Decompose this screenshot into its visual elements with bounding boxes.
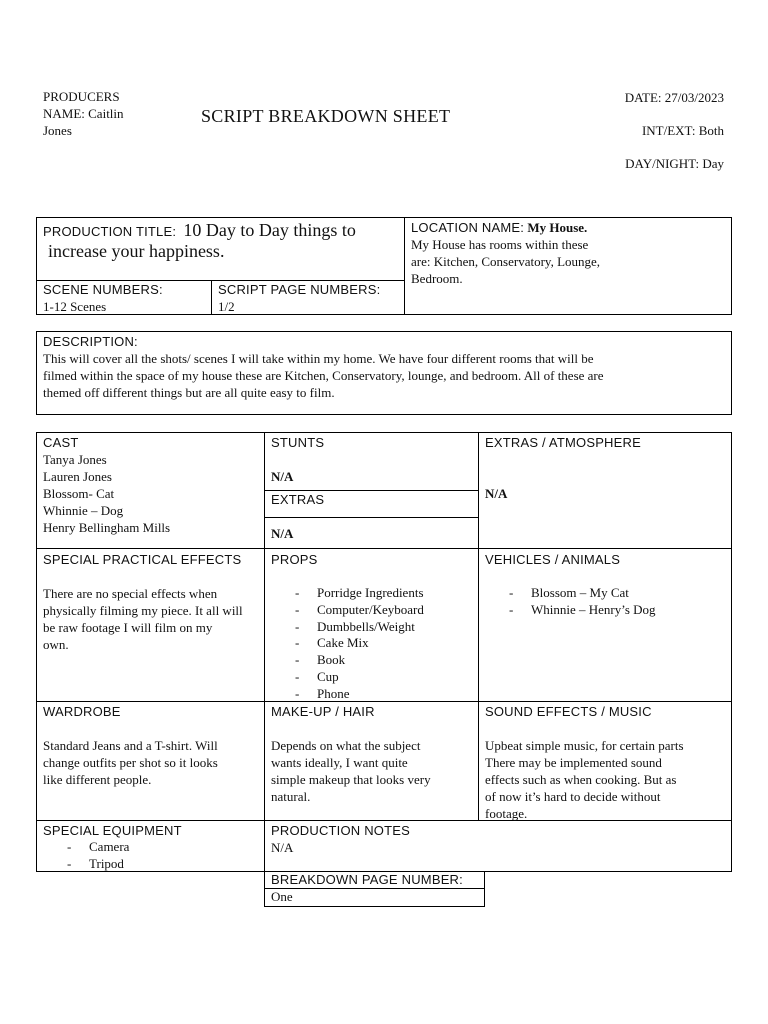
makeup-hair-line-1: Depends on what the subject bbox=[271, 738, 421, 753]
makeup-hair-line-3: simple makeup that looks very bbox=[271, 772, 431, 787]
stunts-cell bbox=[265, 433, 478, 486]
makeup-hair-cell bbox=[265, 702, 478, 806]
sound-line-2: There may be implemented sound bbox=[485, 755, 662, 770]
producer-name-line2: Jones bbox=[43, 123, 72, 138]
makeup-hair-line-4: natural. bbox=[271, 789, 311, 804]
extras-atmosphere-value: N/A bbox=[485, 486, 508, 501]
special-equipment-cell bbox=[37, 821, 264, 874]
production-title-value: 10 Day to Day things to bbox=[183, 220, 356, 240]
special-effects-line-2: physically filming my piece. It all will bbox=[43, 603, 243, 618]
production-title-label: PRODUCTION TITLE: bbox=[43, 224, 177, 239]
props-item: - Book bbox=[271, 652, 472, 669]
props-item: - Dumbbells/Weight bbox=[271, 619, 472, 636]
location-cell bbox=[405, 218, 731, 288]
cast-cell bbox=[37, 433, 264, 537]
sound-line-3: effects such as when cooking. But as bbox=[485, 772, 677, 787]
props-item: - Cup bbox=[271, 669, 472, 686]
wardrobe-cell bbox=[37, 702, 264, 789]
sound-label: SOUND EFFECTS / MUSIC bbox=[485, 704, 652, 719]
date-field: DATE: 27/03/2023 bbox=[624, 90, 724, 105]
description-label: DESCRIPTION: bbox=[43, 334, 138, 349]
scene-numbers-cell bbox=[37, 280, 211, 316]
producer-name-line1: NAME: Caitlin bbox=[43, 106, 124, 121]
sound-line-4: of now it’s hard to decide without bbox=[485, 789, 661, 804]
props-item: - Phone bbox=[271, 686, 472, 703]
location-desc-3: Bedroom. bbox=[411, 271, 463, 286]
wardrobe-line-1: Standard Jeans and a T-shirt. Will bbox=[43, 738, 218, 753]
vehicles-animals-cell bbox=[479, 550, 731, 620]
props-label: PROPS bbox=[271, 552, 318, 567]
producers-label: PRODUCERS bbox=[43, 89, 120, 104]
special-effects-label: SPECIAL PRACTICAL EFFECTS bbox=[43, 552, 242, 567]
special-effects-line-3: be raw footage I will film on my bbox=[43, 620, 213, 635]
description-line-2: filmed within the space of my house these are Kitchen, Conservatory, lounge, and bedroom. All of these are bbox=[43, 368, 604, 383]
makeup-hair-line-2: wants ideally, I want quite bbox=[271, 755, 408, 770]
location-desc-2: are: Kitchen, Conservatory, Lounge, bbox=[411, 254, 601, 269]
special-effects-cell bbox=[37, 550, 297, 654]
sound-line-5: footage. bbox=[485, 806, 528, 821]
wardrobe-line-2: change outfits per shot so it looks bbox=[43, 755, 218, 770]
location-label: LOCATION NAME: bbox=[411, 220, 525, 235]
special-equipment-item: - Tripod bbox=[43, 856, 258, 873]
breakdown-page-value: One bbox=[271, 889, 293, 904]
wardrobe-line-3: like different people. bbox=[43, 772, 152, 787]
breakdown-page-label: BREAKDOWN PAGE NUMBER: bbox=[271, 872, 463, 887]
production-notes-cell bbox=[265, 821, 731, 857]
location-value: My House. bbox=[527, 220, 588, 235]
special-effects-line-1: There are no special effects when bbox=[43, 586, 218, 601]
props-item: - Computer/Keyboard bbox=[271, 602, 472, 619]
stunts-value: N/A bbox=[271, 469, 294, 484]
scene-numbers-label: SCENE NUMBERS: bbox=[43, 282, 163, 297]
props-list bbox=[271, 585, 472, 703]
int-ext-field: INT/EXT: Both bbox=[641, 123, 724, 138]
props-item: - Cake Mix bbox=[271, 635, 472, 652]
day-night-field: DAY/NIGHT: Day bbox=[625, 156, 724, 171]
production-title-value-2: increase your happiness. bbox=[48, 241, 225, 261]
location-desc-1: My House has rooms within these bbox=[411, 237, 589, 252]
extras-atmosphere-cell bbox=[479, 433, 731, 503]
extras-cell bbox=[265, 490, 478, 543]
description-line-1: This will cover all the shots/ scenes I will take within my home. We have four different rooms that will be bbox=[43, 351, 594, 366]
breakdown-page-cell bbox=[265, 871, 505, 907]
cast-label: CAST bbox=[43, 435, 79, 450]
extras-value: N/A bbox=[271, 526, 294, 541]
wardrobe-label: WARDROBE bbox=[43, 704, 121, 719]
script-page-label: SCRIPT PAGE NUMBERS: bbox=[218, 282, 381, 297]
props-item: - Porridge Ingredients bbox=[271, 585, 472, 602]
vehicles-animals-item: - Blossom – My Cat bbox=[485, 585, 725, 602]
special-equipment-item: - Camera bbox=[43, 839, 258, 856]
special-effects-line-4: own. bbox=[43, 637, 69, 652]
special-equipment-list bbox=[43, 839, 258, 873]
cast-member: Blossom- Cat bbox=[43, 486, 115, 501]
special-equipment-label: SPECIAL EQUIPMENT bbox=[43, 823, 182, 838]
makeup-hair-label: MAKE-UP / HAIR bbox=[271, 704, 375, 719]
scene-numbers-value: 1-12 Scenes bbox=[43, 299, 107, 314]
vehicles-animals-item: - Whinnie – Henry’s Dog bbox=[485, 602, 725, 619]
production-title-cell bbox=[37, 219, 403, 263]
script-page-value: 1/2 bbox=[218, 299, 235, 314]
cast-member: Lauren Jones bbox=[43, 469, 112, 484]
production-notes-label: PRODUCTION NOTES bbox=[271, 823, 410, 838]
sound-cell bbox=[479, 702, 731, 823]
extras-label: EXTRAS bbox=[271, 492, 325, 507]
extras-atmosphere-label: EXTRAS / ATMOSPHERE bbox=[485, 435, 641, 450]
vehicles-animals-label: VEHICLES / ANIMALS bbox=[485, 552, 621, 567]
production-notes-value: N/A bbox=[271, 840, 294, 855]
description-cell bbox=[37, 332, 731, 402]
cast-member: Whinnie – Dog bbox=[43, 503, 124, 518]
cast-member: Henry Bellingham Mills bbox=[43, 520, 171, 535]
description-line-3: themed off different things but are all quite easy to film. bbox=[43, 385, 335, 400]
script-page-cell bbox=[212, 280, 404, 316]
cast-member: Tanya Jones bbox=[43, 452, 107, 467]
props-cell bbox=[265, 550, 478, 704]
stunts-label: STUNTS bbox=[271, 435, 325, 450]
vehicles-animals-list bbox=[485, 585, 725, 619]
page-title: SCRIPT BREAKDOWN SHEET bbox=[201, 106, 451, 126]
sound-line-1: Upbeat simple music, for certain parts bbox=[485, 738, 684, 753]
